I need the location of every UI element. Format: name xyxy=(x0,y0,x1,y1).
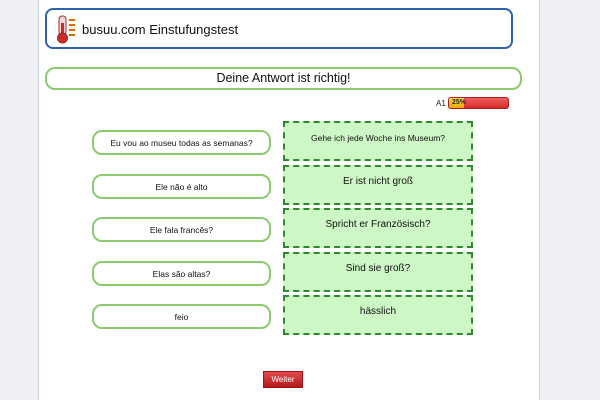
answer-box[interactable] xyxy=(283,121,473,161)
answer-text: Sind sie groß? xyxy=(345,263,411,274)
header-title: busuu.com Einstufungstest xyxy=(82,22,239,37)
progress-percent: 25% xyxy=(452,99,467,106)
answer-text: Er ist nicht groß xyxy=(342,176,414,187)
answer-box[interactable] xyxy=(283,208,473,248)
left-item[interactable]: Elas são altas? xyxy=(92,261,271,286)
left-item[interactable]: feio xyxy=(92,304,271,329)
result-message: Deine Antwort ist richtig! xyxy=(45,67,522,90)
thermometer-icon xyxy=(57,15,77,45)
answer-box[interactable] xyxy=(283,165,473,205)
app-header xyxy=(45,8,513,49)
left-item[interactable]: Ele fala francês? xyxy=(92,217,271,242)
answer-text: Spricht er Französisch? xyxy=(325,219,431,230)
left-item[interactable]: Ele não é alto xyxy=(92,174,271,199)
answer-text: hässlich xyxy=(359,306,397,317)
progress-bar xyxy=(448,97,509,109)
next-button[interactable]: Weiter xyxy=(263,371,303,388)
level-label: A1 xyxy=(436,99,446,108)
answer-text: Gehe ich jede Woche ins Museum? xyxy=(310,133,446,143)
answer-box[interactable] xyxy=(283,295,473,335)
answer-box[interactable] xyxy=(283,252,473,292)
left-item[interactable]: Eu vou ao museu todas as semanas? xyxy=(92,130,271,155)
